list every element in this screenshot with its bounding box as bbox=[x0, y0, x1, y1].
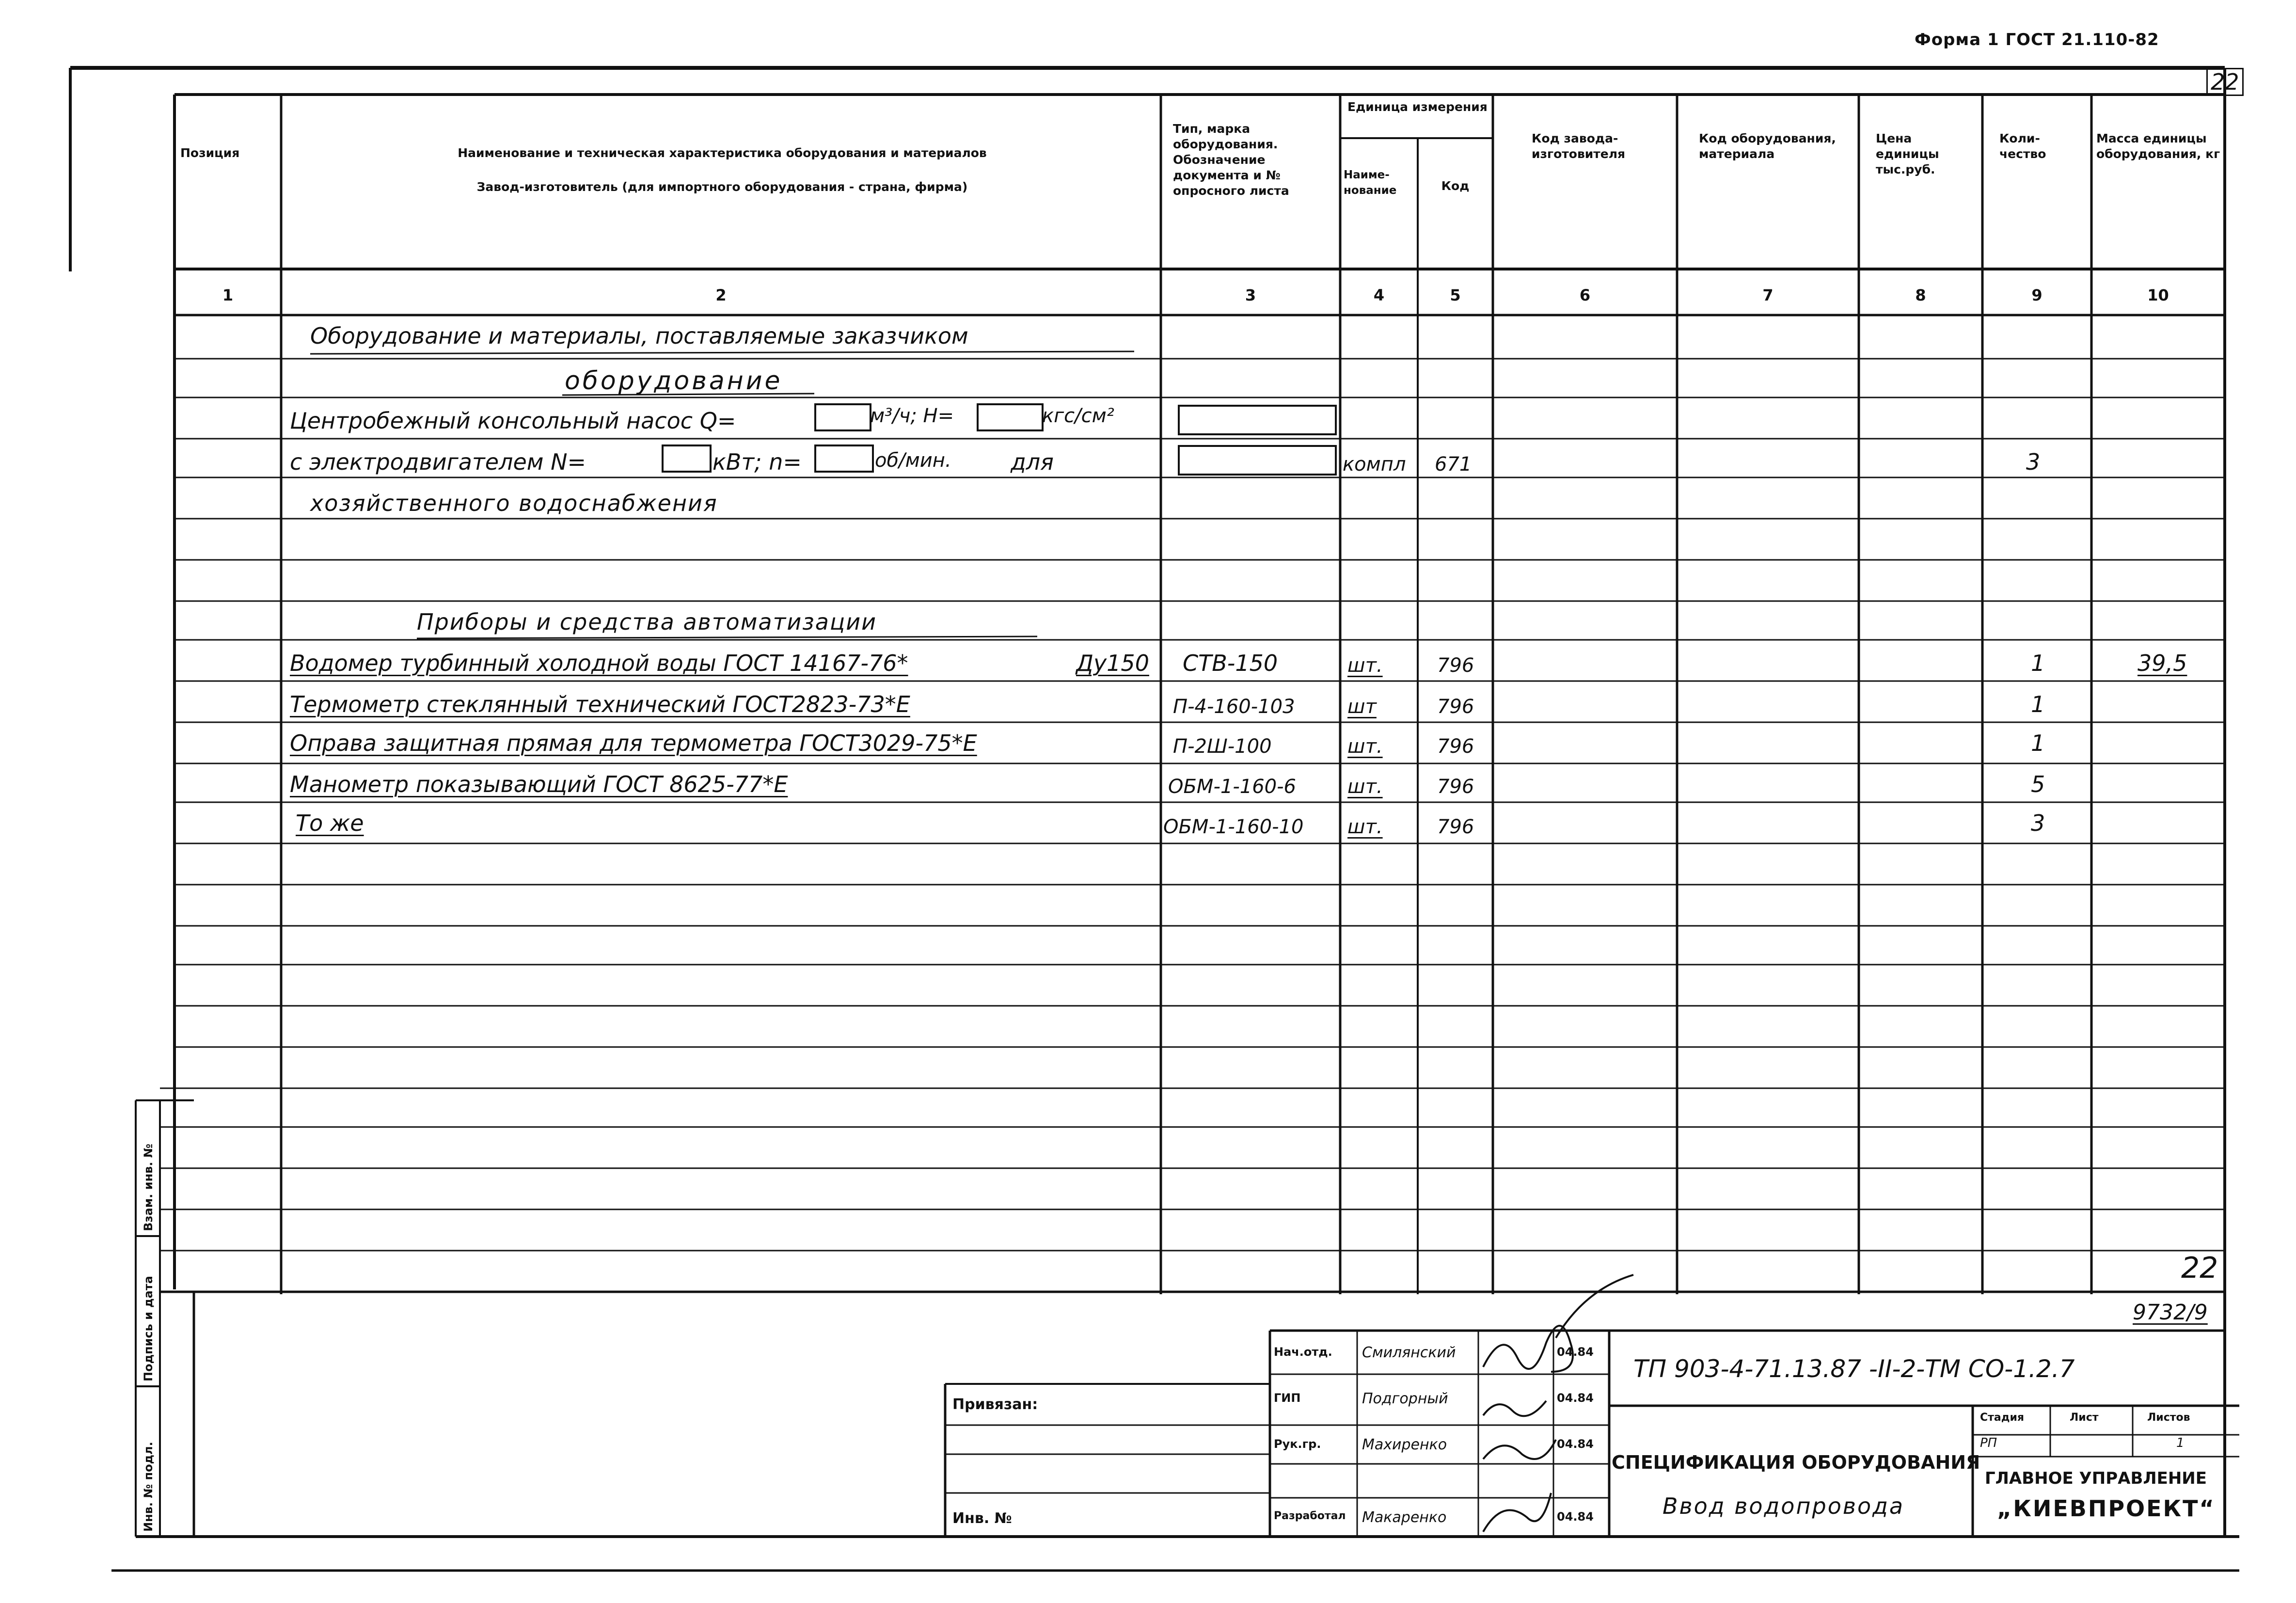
item-name: Термометр стеклянный технический ГОСТ2823-73*Е bbox=[290, 691, 910, 717]
item-unit: шт. bbox=[1347, 816, 1383, 838]
col-number-2: 2 bbox=[715, 286, 727, 304]
item-type: П-4-160-103 bbox=[1173, 696, 1295, 718]
form-label: Форма 1 ГОСТ 21.110-82 bbox=[1915, 30, 2159, 49]
pump-unit: компл bbox=[1343, 453, 1406, 476]
subsection-devices: Приборы и средства автоматизации bbox=[417, 609, 877, 635]
item-code: 796 bbox=[1437, 696, 1474, 718]
item-qty: 3 bbox=[2031, 810, 2045, 836]
header-equipment-code: Код оборудования, материала bbox=[1699, 131, 1836, 161]
pump-line2-b: кВт; n= bbox=[713, 449, 802, 475]
pump-code: 671 bbox=[1435, 453, 1472, 476]
header-type: Тип, марка оборудования. Обозначение документа и № опросного листа bbox=[1173, 122, 1289, 198]
item-type: СТВ-150 bbox=[1183, 650, 1278, 676]
spec-subtitle: Ввод водопровода bbox=[1663, 1493, 1905, 1519]
item-qty: 1 bbox=[2031, 650, 2045, 676]
header-price: Цена единицы тыс.руб. bbox=[1876, 131, 1939, 176]
org-line2: „КИЕВПРОЕКТ“ bbox=[1997, 1495, 2216, 1522]
stage-label: Стадия bbox=[1980, 1412, 2025, 1424]
side-stamp-podpis: Подпись и дата bbox=[142, 1276, 155, 1381]
doc-number: ТП 903-4-71.13.87 -II-2-ТМ СО-1.2.7 bbox=[1633, 1355, 2075, 1383]
side-stamp-inv-podl: Инв. № подл. bbox=[142, 1442, 155, 1532]
col-number-8: 8 bbox=[1915, 286, 1926, 304]
sheets-label: Листов bbox=[2147, 1412, 2190, 1424]
item-code: 796 bbox=[1437, 776, 1474, 798]
col-number-6: 6 bbox=[1579, 286, 1591, 304]
col-number-7: 7 bbox=[1762, 286, 1773, 304]
date-group-head: 04.84 bbox=[1557, 1437, 1594, 1451]
item-name: То же bbox=[296, 810, 364, 836]
item-type: ОБМ-1-160-10 bbox=[1163, 816, 1304, 838]
item-qty: 1 bbox=[2031, 691, 2045, 717]
col-number-3: 3 bbox=[1245, 286, 1256, 304]
pump-type-box-2 bbox=[1178, 445, 1337, 476]
item-type: ОБМ-1-160-6 bbox=[1168, 776, 1296, 798]
name-head-dept: Смилянский bbox=[1362, 1344, 1456, 1361]
col-number-4: 4 bbox=[1373, 286, 1385, 304]
item-unit: шт bbox=[1347, 696, 1377, 718]
name-chief-engineer: Подгорный bbox=[1362, 1390, 1448, 1407]
date-chief-engineer: 04.84 bbox=[1557, 1391, 1594, 1405]
org-line1: ГЛАВНОЕ УПРАВЛЕНИЕ bbox=[1985, 1469, 2207, 1488]
item-name: Водомер турбинный холодной воды ГОСТ 14167-76* bbox=[290, 650, 908, 676]
item-qty: 5 bbox=[2031, 771, 2045, 797]
section-title: Оборудование и материалы, поставляемые заказчиком bbox=[310, 323, 968, 349]
item-mass: 39,5 bbox=[2138, 650, 2187, 676]
header-position: Позиция bbox=[180, 146, 240, 160]
col-number-1: 1 bbox=[222, 286, 234, 304]
item-name: Манометр показывающий ГОСТ 8625-77*Е bbox=[290, 771, 788, 797]
role-head-dept: Нач.отд. bbox=[1274, 1345, 1332, 1359]
doc-code-small: 9732/9 bbox=[2133, 1300, 2208, 1325]
item-extra: Ду150 bbox=[1076, 650, 1149, 676]
pump-line2-a: с электродвигателем N= bbox=[290, 449, 586, 475]
subsection-equipment: оборудование bbox=[565, 366, 783, 396]
pump-power-box bbox=[662, 444, 712, 473]
item-unit: шт. bbox=[1347, 735, 1383, 758]
date-developer: 04.84 bbox=[1557, 1510, 1594, 1524]
header-unit-name: Наиме-нование bbox=[1344, 169, 1397, 197]
item-type: П-2Ш-100 bbox=[1173, 735, 1272, 758]
header-manufacturer-code: Код завода-изготовителя bbox=[1532, 131, 1626, 161]
corner-sheet-number: 22 bbox=[2206, 68, 2244, 96]
page-number-bottom: 22 bbox=[2181, 1251, 2218, 1285]
col-number-10: 10 bbox=[2147, 286, 2169, 304]
item-unit: шт. bbox=[1347, 776, 1383, 798]
role-chief-engineer: ГИП bbox=[1274, 1391, 1301, 1405]
col-number-9: 9 bbox=[2031, 286, 2043, 304]
item-code: 796 bbox=[1437, 735, 1474, 758]
item-qty: 1 bbox=[2031, 730, 2045, 756]
pump-line1-a: Центробежный консольный насос Q= bbox=[290, 408, 736, 434]
spec-title: СПЕЦИФИКАЦИЯ ОБОРУДОВАНИЯ bbox=[1612, 1452, 1980, 1473]
item-unit: шт. bbox=[1347, 654, 1383, 677]
date-head-dept: 04.84 bbox=[1557, 1345, 1594, 1359]
role-group-head: Рук.гр. bbox=[1274, 1437, 1321, 1451]
name-group-head: Махиренко bbox=[1362, 1436, 1447, 1453]
header-name-line1: Наименование и техническая характеристика оборудования и материалов bbox=[458, 146, 987, 160]
stage-value: РП bbox=[1980, 1436, 1997, 1450]
pump-line1-b: м³/ч; Н= bbox=[870, 405, 954, 427]
inv-label: Инв. № bbox=[952, 1510, 1012, 1527]
header-unit: Единица измерения bbox=[1347, 100, 1488, 114]
name-developer: Макаренко bbox=[1362, 1509, 1447, 1526]
side-stamp-vzam: Взам. инв. № bbox=[142, 1143, 155, 1231]
header-quantity: Коли-чество bbox=[1999, 131, 2046, 161]
role-developer: Разработал bbox=[1274, 1510, 1346, 1522]
pump-qty: 3 bbox=[2026, 449, 2041, 475]
pump-flow-box bbox=[814, 403, 871, 431]
pump-line2-c: об/мин. bbox=[875, 449, 951, 472]
header-unit-code: Код bbox=[1441, 179, 1470, 193]
item-name: Оправа защитная прямая для термометра ГОСТ3029-75*Е bbox=[290, 730, 977, 756]
pump-line1-c: кгс/см² bbox=[1042, 405, 1114, 427]
pump-type-box-1 bbox=[1178, 405, 1337, 435]
pump-line3: хозяйственного водоснабжения bbox=[310, 490, 718, 516]
sheet-label: Лист bbox=[2070, 1412, 2099, 1424]
item-code: 796 bbox=[1437, 816, 1474, 838]
pump-head-box bbox=[977, 403, 1044, 431]
pump-speed-box bbox=[814, 444, 874, 473]
header-mass: Масса единицы оборудования, кг bbox=[2096, 131, 2220, 161]
privyazan-label: Привязан: bbox=[952, 1396, 1038, 1413]
sheets-value: 1 bbox=[2176, 1436, 2185, 1450]
item-code: 796 bbox=[1437, 654, 1474, 677]
header-name-line2: Завод-изготовитель (для импортного оборудования - страна, фирма) bbox=[476, 180, 968, 194]
col-number-5: 5 bbox=[1450, 286, 1461, 304]
pump-line2-d: для bbox=[1011, 449, 1054, 475]
